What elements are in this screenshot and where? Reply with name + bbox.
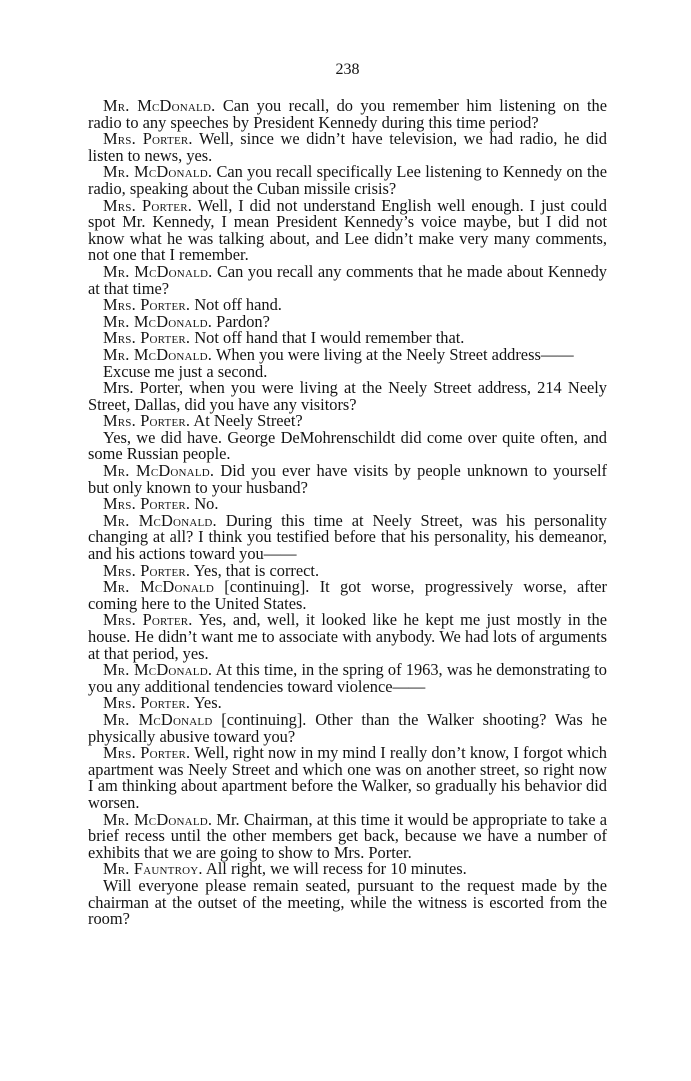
transcript-paragraph: [88, 612, 607, 662]
paragraph-text: Well, since we didn’t have television, we had radio, he did listen to news, yes.: [88, 129, 608, 165]
transcript-paragraph: [88, 463, 607, 496]
transcript-paragraph: [88, 510, 607, 564]
paragraph-text: Well, I did not understand English well enough. I just could spot Mr. Kennedy, I mean President Kennedy’s voice maybe, but I did not know what he was talking about, and Lee didn’t make very many comments, not one that I remember.: [88, 195, 608, 265]
speaker-name: Mrs. Porter.: [103, 693, 191, 713]
transcript-paragraph: [88, 427, 607, 464]
speaker-name: Mr. McDonald.: [103, 510, 217, 530]
transcript-paragraph: [88, 380, 607, 413]
paragraph-text: Did you ever have visits by people unknown to yourself but only known to your husband?: [88, 461, 607, 497]
paragraph-text: Will everyone please remain seated, pursuant to the request made by the chairman at the outset of the meeting, while the witness is escorted from the room?: [88, 875, 607, 929]
paragraph-text: No.: [190, 494, 219, 514]
speaker-name: Mr. McDonald: [103, 577, 214, 597]
transcript-paragraph: [88, 809, 608, 862]
paragraph-text: [continuing]. It got worse, progressively worse, after coming here to the United States.: [88, 577, 608, 613]
paragraph-text: Not off hand.: [190, 295, 282, 315]
speaker-name: Mrs. Porter.: [103, 560, 191, 580]
paragraph-text: Yes.: [190, 693, 222, 713]
paragraph-text: Yes, that is correct.: [190, 560, 320, 580]
transcript-paragraph: [88, 579, 607, 612]
paragraph-text: At this time, in the spring of 1963, was he demonstrating to you any additional tendencies toward violence——: [88, 660, 607, 696]
paragraph-text: During this time at Neely Street, was his personality changing at all? I think you testified before that his personality, his demeanor, and his actions toward you——: [88, 510, 607, 564]
speaker-name: Mr. McDonald.: [103, 809, 213, 829]
paragraph-text: Yes, and, well, it looked like he kept me just mostly in the house. He didn’t want me to associate with anybody. We had lots of arguments at that period, yes.: [88, 610, 608, 663]
transcript-paragraph: [88, 745, 607, 811]
speaker-name: Mrs. Porter.: [103, 129, 193, 149]
speaker-name: Mrs. Porter.: [103, 195, 193, 215]
speaker-name: Mr. McDonald.: [103, 344, 213, 364]
transcript-paragraph: [88, 195, 608, 265]
speaker-name: Mr. McDonald.: [103, 311, 213, 331]
speaker-name: Mr. McDonald.: [103, 261, 213, 281]
transcript-paragraph: [88, 261, 607, 298]
transcript-paragraph: [88, 662, 607, 695]
transcript-paragraph: [88, 131, 607, 164]
transcript-paragraph: [88, 164, 607, 197]
speaker-name: Mrs. Porter.: [103, 295, 191, 315]
speaker-name: Mrs. Porter.: [103, 411, 191, 431]
paragraph-text: At Neely Street?: [190, 411, 303, 431]
transcript-paragraph: [88, 875, 607, 929]
page-number: 238: [335, 61, 360, 78]
paragraph-text: Mrs. Porter, when you were living at the Neely Street address, 214 Neely Street, Dallas, did you have any visitors?: [88, 378, 607, 414]
transcript-body: [88, 98, 607, 928]
speaker-name: Mr. McDonald: [103, 709, 213, 729]
paragraph-text: When you were living at the Neely Street address——: [212, 344, 574, 364]
speaker-name: Mrs. Porter.: [103, 328, 191, 348]
paragraph-text: [continuing]. Other than the Walker shooting? Was he physically abusive toward you?: [88, 709, 607, 746]
paragraph-text: All right, we will recess for 10 minutes.: [202, 859, 467, 879]
paragraph-text: Not off hand that I would remember that.: [190, 328, 465, 348]
paragraph-text: Pardon?: [212, 311, 270, 331]
transcript-paragraph: [88, 709, 607, 746]
speaker-name: Mrs. Porter.: [103, 494, 191, 514]
paragraph-text: Yes, we did have. George DeMohrenschildt did come over quite often, and some Russian people.: [88, 427, 607, 464]
transcript-paragraph: [88, 98, 607, 131]
paragraph-text: Can you recall, do you remember him listening on the radio to any speeches by President Kennedy during this time period?: [88, 96, 608, 132]
speaker-name: Mr. McDonald.: [103, 162, 213, 182]
paragraph-text: Excuse me just a second.: [103, 361, 268, 381]
speaker-name: Mr. McDonald.: [103, 660, 213, 680]
speaker-name: Mrs. Porter.: [103, 610, 193, 630]
speaker-name: Mr. Fauntroy.: [103, 859, 203, 879]
paragraph-text: Can you recall specifically Lee listening to Kennedy on the radio, speaking about the Cuban missile crisis?: [88, 162, 607, 198]
paragraph-text: Can you recall any comments that he made about Kennedy at that time?: [88, 261, 607, 298]
paragraph-text: Mr. Chairman, at this time it would be appropriate to take a brief recess until the other members get back, because we have a number of exhibits that we are going to show to Mrs. Porter.: [88, 809, 608, 862]
speaker-name: Mr. McDonald.: [103, 461, 215, 481]
paragraph-text: Well, right now in my mind I really don’t know, I forgot which apartment was Neely Street and which one was on another street, so right now I am thinking about apartment before the Walker, so gradually his behavior did worsen.: [88, 743, 608, 812]
speaker-name: Mr. McDonald.: [103, 96, 216, 115]
speaker-name: Mrs. Porter.: [103, 743, 191, 763]
